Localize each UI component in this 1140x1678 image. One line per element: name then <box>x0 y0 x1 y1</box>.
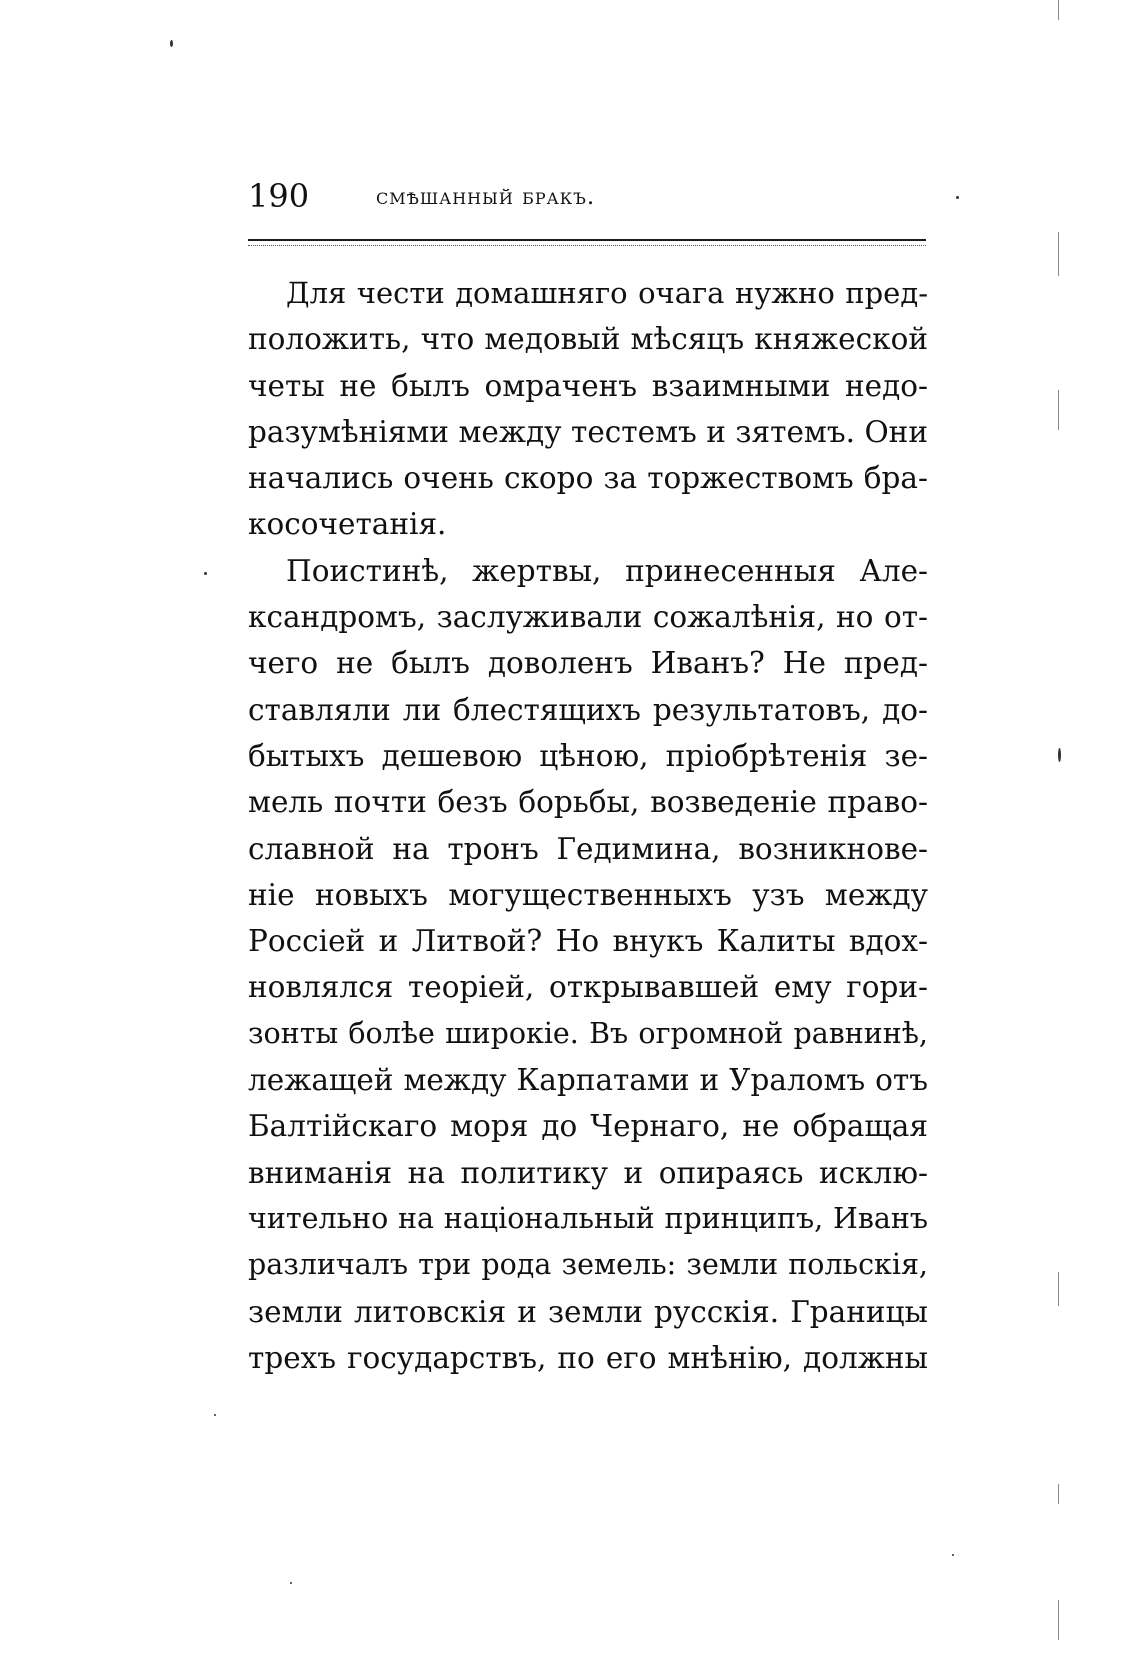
text-line: земли литовскія и земли русскія. Границы <box>248 1294 928 1329</box>
running-title: смѣшанный бракъ. <box>376 184 596 210</box>
text-line: лежащей между Карпатами и Ураломъ отъ <box>248 1063 928 1098</box>
text-line: чего не былъ доволенъ Иванъ? Не пред- <box>248 646 928 681</box>
text-line: четы не былъ омраченъ взаимными недо- <box>248 368 928 403</box>
scan-speck <box>956 196 959 199</box>
text-line: славной на тронъ Гедимина, возникнове- <box>248 831 928 866</box>
page-header <box>248 176 928 220</box>
scan-edge-mark <box>1058 1600 1059 1640</box>
text-line: начались очень скоро за торжествомъ бра- <box>248 461 928 496</box>
text-line: бытыхъ дешевою цѣною, пріобрѣтенія зе- <box>248 738 928 773</box>
text-line: разумѣніями между тестемъ и зятемъ. Они <box>248 414 928 449</box>
paragraph-2 <box>248 548 928 1381</box>
page-number: 190 <box>248 177 310 215</box>
text-line: Балтійскаго моря до Чернаго, не обращая <box>248 1109 928 1144</box>
text-line: косочетанія. <box>248 507 447 542</box>
text-line: Россіей и Литвой? Но внукъ Калиты вдох- <box>248 924 928 959</box>
text-line: мель почти безъ борьбы, возведеніе право- <box>248 785 928 820</box>
scan-edge-mark <box>1058 390 1059 430</box>
header-rule <box>248 239 926 246</box>
scan-edge-mark <box>1058 232 1059 276</box>
text-line: Поистинѣ, жертвы, принесенныя Але- <box>286 553 928 588</box>
text-line: ставляли ли блестящихъ результатовъ, до- <box>248 692 928 727</box>
text-line: новлялся теоріей, открывавшей ему гори- <box>248 970 928 1005</box>
text-line: зонты болѣе широкіе. Въ огромной равнинѣ, <box>248 1016 928 1050</box>
scan-speck <box>952 1554 954 1556</box>
text-line: ксандромъ, заслуживали сожалѣнія, но от- <box>248 600 928 635</box>
text-line: трехъ государствъ, по его мнѣнію, должны <box>248 1340 928 1375</box>
text-line: вниманія на политику и опираясь исклю- <box>248 1155 928 1190</box>
paragraph-1 <box>248 270 928 548</box>
scan-edge-mark <box>1058 1272 1059 1306</box>
body-text <box>248 270 928 1381</box>
text-line: различалъ три рода земель: земли польскія, <box>248 1248 928 1282</box>
scan-speck <box>170 40 173 47</box>
scan-edge-mark <box>1058 1484 1059 1504</box>
text-line: ніе новыхъ могущественныхъ узъ между <box>248 877 928 912</box>
scan-edge-mark <box>1058 0 1059 20</box>
text-line: положить, что медовый мѣсяцъ княжеской <box>248 322 928 357</box>
scan-speck <box>214 1414 216 1416</box>
scan-speck <box>204 572 207 575</box>
scan-speck <box>1058 748 1061 762</box>
text-line: Для чести домашняго очага нужно пред- <box>286 276 928 310</box>
scan-speck <box>290 1582 292 1584</box>
text-line: чительно на національный принципъ, Иванъ <box>248 1201 928 1235</box>
